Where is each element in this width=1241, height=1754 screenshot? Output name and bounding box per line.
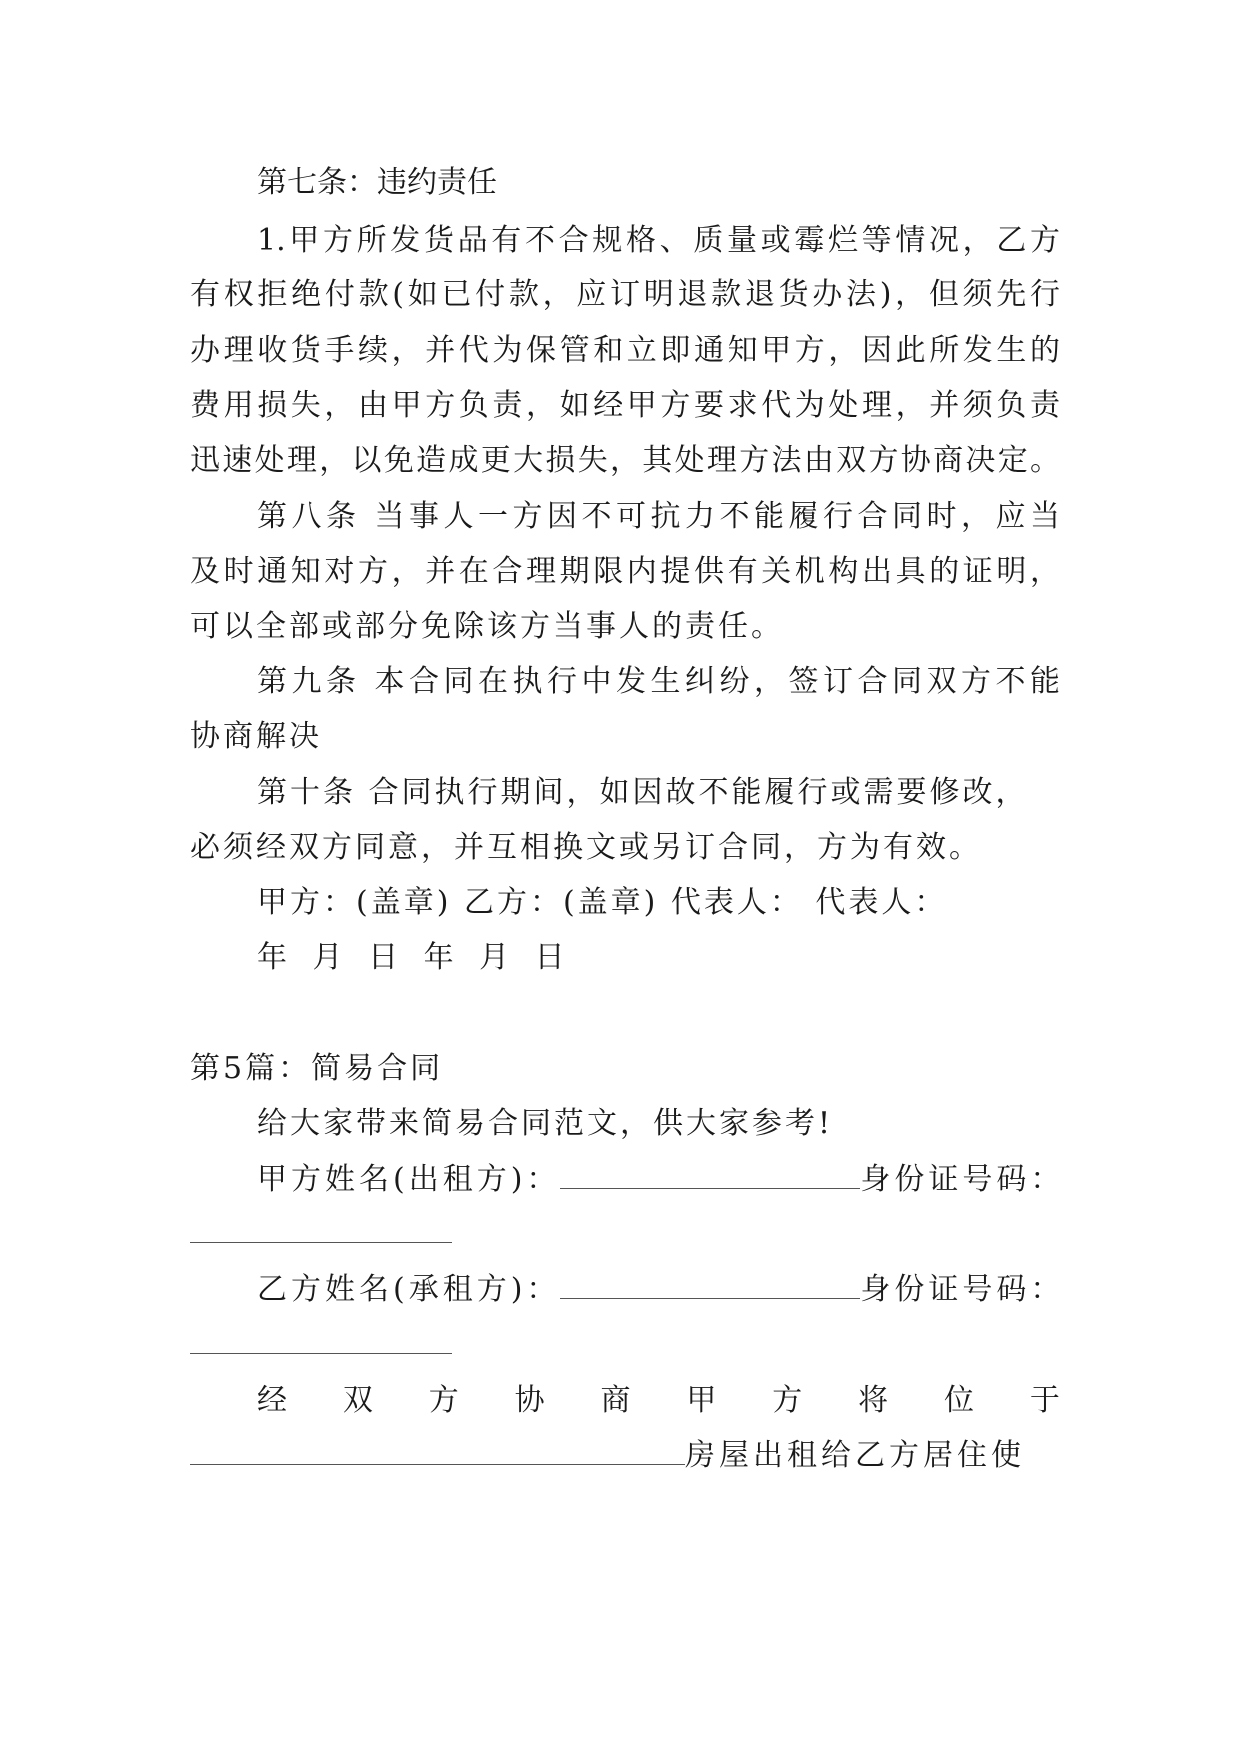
section-5-heading: 第5篇：简易合同 (190, 1051, 444, 1086)
article-9-line-1: 第九条 本合同在执行中发生纠纷，签订合同双方不能 (257, 664, 1060, 699)
location-word: 将 (858, 1383, 889, 1418)
party-a-label: 甲方姓名(出租方)： (257, 1162, 561, 1197)
signature-line: 甲方：(盖章) 乙方：(盖章) 代表人： 代表人： (257, 885, 948, 920)
signature-date: 年 月 日 年 月 日 (257, 940, 565, 975)
article-7-line-5: 迅速处理，以免造成更大损失，其处理方法由双方协商决定。 (190, 443, 1060, 478)
article-7-line-1: 1.甲方所发货品有不合规格、质量或霉烂等情况，乙方 (257, 223, 1060, 258)
party-b-id-field[interactable] (190, 1353, 452, 1354)
section-5-intro: 给大家带来简易合同范文，供大家参考! (257, 1106, 834, 1141)
location-word: 经 (257, 1383, 287, 1418)
location-word: 商 (600, 1383, 631, 1418)
article-7-line-3: 办理收货手续，并代为保管和立即通知甲方，因此所发生的 (190, 333, 1060, 368)
party-b-id-label: 身份证号码： (860, 1272, 1065, 1307)
article-8-line-3: 可以全部或部分免除该方当事人的责任。 (190, 609, 784, 644)
location-tail: 房屋出租给乙方居住使 (685, 1438, 1025, 1473)
location-word: 甲 (686, 1383, 717, 1418)
location-line (190, 1436, 1060, 1476)
party-a-row (257, 1160, 1065, 1200)
article-7-line-4: 费用损失，由甲方负责，如经甲方要求代为处理，并须负责 (190, 388, 1060, 423)
location-words-line (257, 1381, 1060, 1421)
party-a-id-field[interactable] (190, 1242, 452, 1243)
location-word: 方 (428, 1383, 459, 1418)
party-b-label: 乙方姓名(承租方)： (257, 1272, 561, 1307)
location-address-field[interactable] (190, 1436, 685, 1465)
party-b-row (257, 1270, 1065, 1310)
party-b-name-field[interactable] (560, 1270, 860, 1299)
location-word: 于 (1029, 1383, 1060, 1418)
article-10-line-1: 第十条 合同执行期间，如因故不能履行或需要修改， (257, 775, 1029, 810)
article-9-line-2: 协商解决 (190, 719, 322, 754)
article-10-line-2: 必须经双方同意，并互相换文或另订合同，方为有效。 (190, 830, 982, 865)
location-word: 位 (944, 1383, 974, 1418)
article-8-line-1: 第八条 当事人一方因不可抗力不能履行合同时，应当 (257, 499, 1060, 534)
article-7-title: 第七条：违约责任 (257, 165, 497, 200)
party-a-name-field[interactable] (560, 1160, 860, 1189)
article-7-line-2: 有权拒绝付款(如已付款，应订明退款退货办法)，但须先行 (190, 277, 1060, 312)
article-8-line-2: 及时通知对方，并在合理期限内提供有关机构出具的证明， (190, 554, 1060, 589)
location-word: 协 (514, 1383, 545, 1418)
location-word: 双 (342, 1383, 373, 1418)
party-a-id-label: 身份证号码： (860, 1162, 1065, 1197)
location-word: 方 (772, 1383, 803, 1418)
